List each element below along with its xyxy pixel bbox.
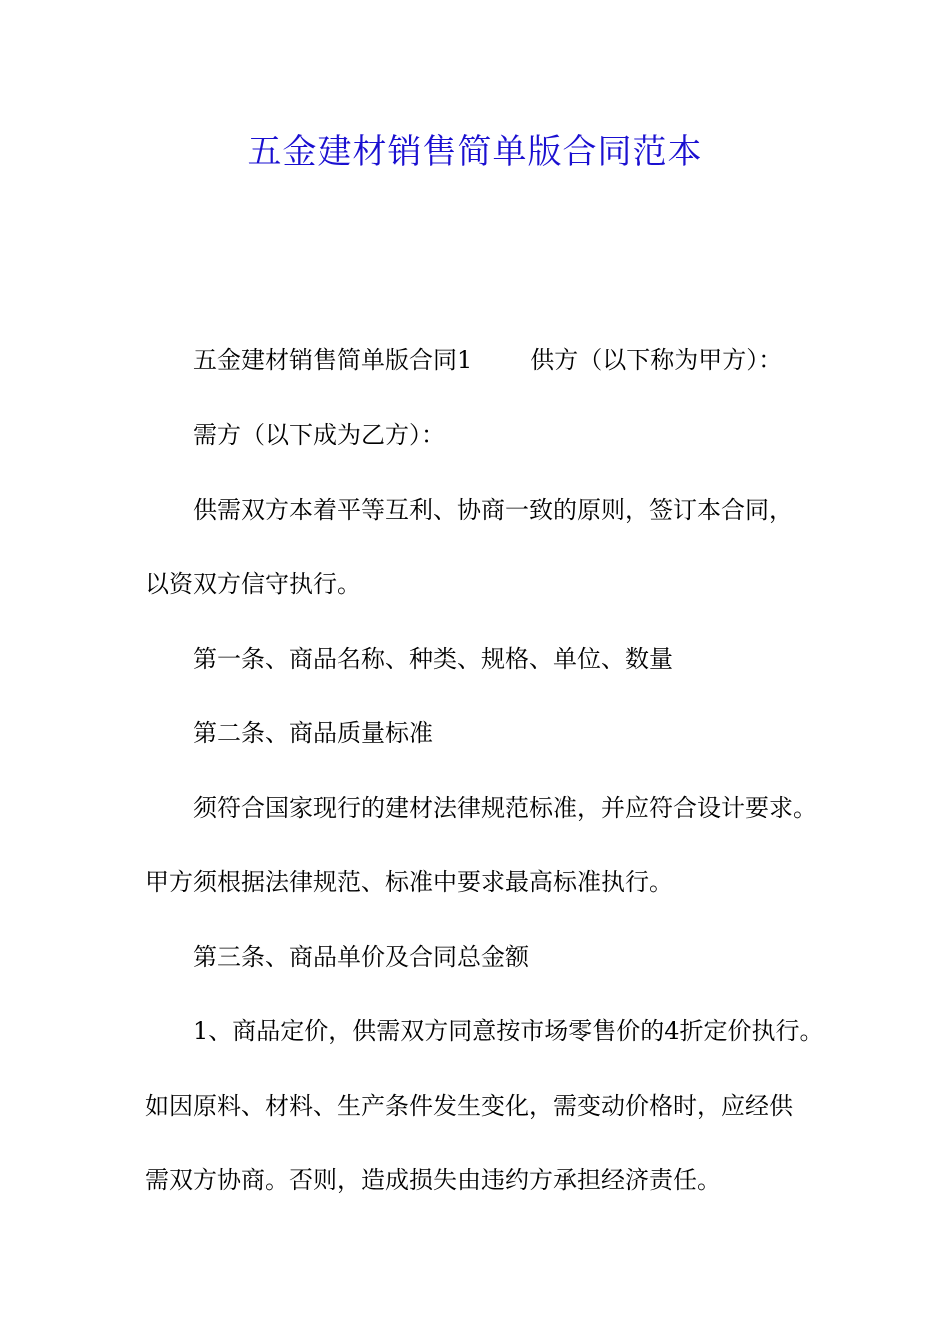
paragraph-line: 以资双方信守执行。 bbox=[145, 570, 361, 598]
paragraph-line: 甲方须根据法律规范、标准中要求最高标准执行。 bbox=[145, 868, 673, 896]
paragraph-line: 供需双方本着平等互利、协商一致的原则，签订本合同， bbox=[193, 496, 793, 524]
article-heading: 第一条、商品名称、种类、规格、单位、数量 bbox=[193, 645, 673, 673]
supplier-party-text: 供方（以下称为甲方）： bbox=[530, 346, 783, 374]
paragraph-line: 须符合国家现行的建材法律规范标准，并应符合设计要求。 bbox=[193, 794, 817, 822]
contract-number-text: 五金建材销售简单版合同1 bbox=[193, 346, 473, 374]
document-title: 五金建材销售简单版合同范本 bbox=[247, 132, 703, 172]
buyer-party-text: 需方（以下成为乙方）： bbox=[193, 421, 445, 449]
paragraph-line: 如因原料、材料、生产条件发生变化，需变动价格时，应经供 bbox=[145, 1092, 793, 1120]
article-heading: 第三条、商品单价及合同总金额 bbox=[193, 943, 529, 971]
paragraph-line: 1、商品定价，供需双方同意按市场零售价的4折定价执行。 bbox=[193, 1017, 824, 1045]
paragraph-line: 需双方协商。否则，造成损失由违约方承担经济责任。 bbox=[145, 1166, 721, 1194]
article-heading: 第二条、商品质量标准 bbox=[193, 719, 433, 747]
paragraph-line bbox=[193, 344, 782, 376]
